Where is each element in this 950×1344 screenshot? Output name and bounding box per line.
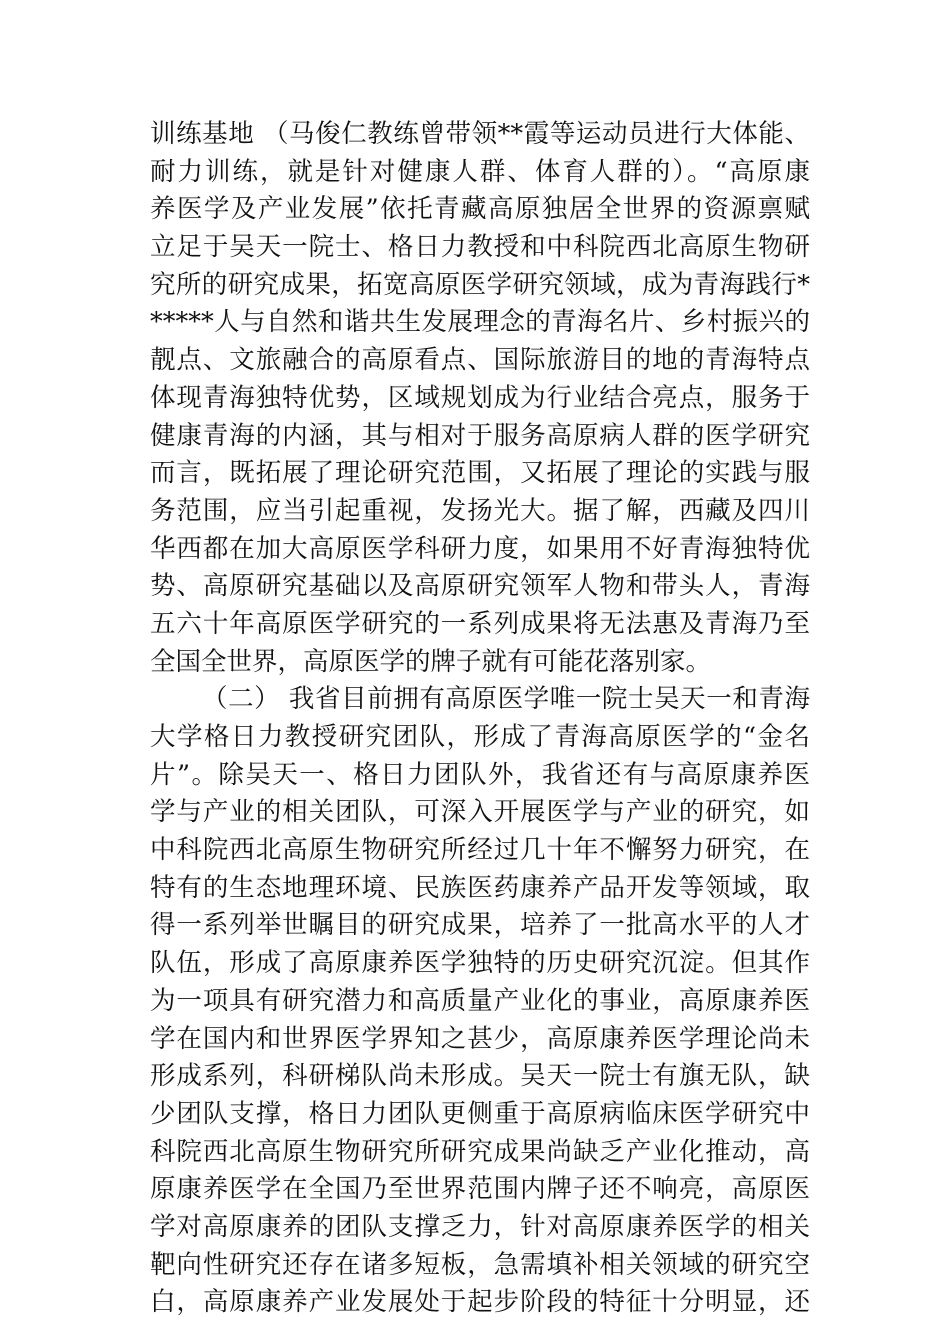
text-line: 队伍，形成了高原康养医学独特的历史研究沉淀。但其作 xyxy=(150,948,810,979)
text-line: 特有的生态地理环境、民族医药康养产品开发等领域，取 xyxy=(150,872,810,903)
text-line: 为一项具有研究潜力和高质量产业化的事业，高原康养医 xyxy=(150,985,810,1016)
text-line: 健康青海的内涵，其与相对于服务高原病人群的医学研究 xyxy=(150,420,810,451)
text-line: 白，高原康养产业发展处于起步阶段的特征十分明显，还 xyxy=(150,1287,810,1318)
text-line: 得一系列举世瞩目的研究成果，培养了一批高水平的人才 xyxy=(150,910,810,941)
text-line: 学在国内和世界医学界知之甚少，高原康养医学理论尚未 xyxy=(150,1023,810,1054)
text-line: 原康养医学在全国乃至世界范围内牌子还不响亮，高原医 xyxy=(150,1174,810,1205)
text-line: 全国全世界，高原医学的牌子就有可能花落别家。 xyxy=(150,646,712,677)
text-line: 势、高原研究基础以及高原研究领军人物和带头人，青海 xyxy=(150,571,810,602)
text-line: 五六十年高原医学研究的一系列成果将无法惠及青海乃至 xyxy=(150,608,810,639)
text-line: 靓点、文旅融合的高原看点、国际旅游目的地的青海特点 xyxy=(150,345,810,376)
text-line: *****人与自然和谐共生发展理念的青海名片、乡村振兴的 xyxy=(150,307,810,338)
text-line: 华西都在加大高原医学科研力度，如果用不好青海独特优 xyxy=(150,533,810,564)
text-line: 片”。除吴天一、格日力团队外，我省还有与高原康养医 xyxy=(150,759,810,790)
text-line: 立足于吴天一院士、格日力教授和中科院西北高原生物研 xyxy=(150,232,810,263)
text-line: 科院西北高原生物研究所研究成果尚缺乏产业化推动，高 xyxy=(150,1136,810,1167)
text-line: 而言，既拓展了理论研究范围，又拓展了理论的实践与服 xyxy=(150,458,810,489)
paragraph-heading-line: （二） 我省目前拥有高原医学唯一院士吴天一和青海 xyxy=(202,684,810,715)
text-line: 训练基地 （马俊仁教练曾带领**霞等运动员进行大体能、 xyxy=(150,119,810,149)
text-line: 少团队支撑，格日力团队更侧重于高原病临床医学研究中 xyxy=(150,1098,810,1129)
text-line: 耐力训练，就是针对健康人群、体育人群的）。“高原康 xyxy=(150,156,810,187)
text-line: 形成系列，科研梯队尚未形成。吴天一院士有旗无队，缺 xyxy=(150,1061,810,1092)
text-line: 靶向性研究还存在诸多短板，急需填补相关领域的研究空 xyxy=(150,1249,810,1280)
text-line: 体现青海独特优势，区域规划成为行业结合亮点，服务于 xyxy=(150,382,810,413)
text-line: 大学格日力教授研究团队，形成了青海高原医学的“金名 xyxy=(150,722,810,752)
text-line: 中科院西北高原生物研究所经过几十年不懈努力研究，在 xyxy=(150,835,810,866)
text-line: 养医学及产业发展”依托青藏高原独居全世界的资源禀赋 xyxy=(150,194,810,225)
text-line: 务范围，应当引起重视，发扬光大。据了解，西藏及四川 xyxy=(150,495,810,526)
text-line: 学与产业的相关团队，可深入开展医学与产业的研究，如 xyxy=(150,797,810,828)
body-text xyxy=(150,116,810,1322)
text-line: 学对高原康养的团队支撑乏力，针对高原康养医学的相关 xyxy=(150,1211,810,1242)
text-line: 究所的研究成果，拓宽高原医学研究领域，成为青海践行* xyxy=(150,269,810,300)
